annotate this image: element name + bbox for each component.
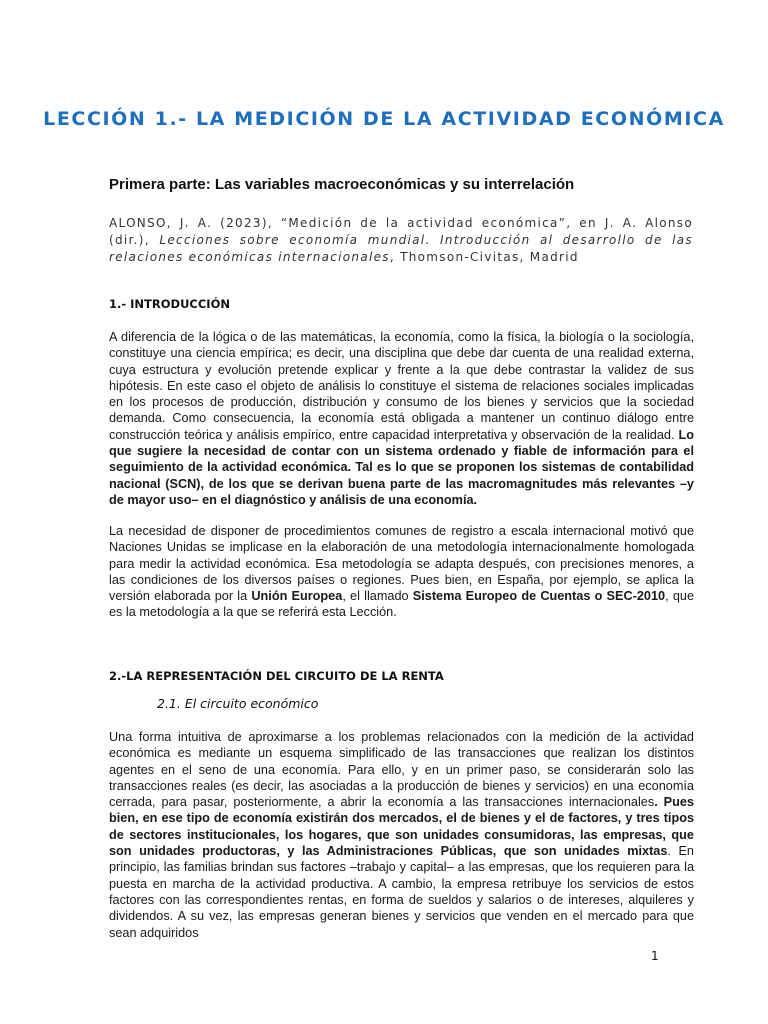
paragraph-text: Una forma intuitiva de aproximarse a los problemas relacionados con la medición de la actividad económica es mediante un esquema simplificado de las transacciones que realizan los distintos agentes en el seno de una economía. Para ello, y en un primer paso, se considerarán solo las transacciones reales (es decir, las asociadas a la producción de bienes y servicios) en una economía cerrada, para pasar, posteriormente, a abrir la economía a las transacciones internacionales <box>109 730 694 810</box>
paragraph-text: . En principio, las familias brindan sus factores –trabajo y capital– a las empresas, que los requieren para la puesta en marcha de la actividad productiva. A cambio, la empresa retribuye los servicios de estos factores con las correspondientes rentas, en forma de sueldos y salarios o de intereses, alquileres y dividendos. A su vez, las empresas generan bienes y servicios que venden en el mercado para que sean adquiridos <box>109 844 694 940</box>
page-number: 1 <box>651 949 659 963</box>
section-2-heading: 2.-LA REPRESENTACIÓN DEL CIRCUITO DE LA RENTA <box>109 669 444 683</box>
part-subtitle: Primera parte: Las variables macroeconómicas y su interrelación <box>109 176 575 193</box>
paragraph-bold-text: Unión Europea <box>251 589 343 604</box>
paragraph-text: , que es la metodología a la que se referirá esta Lección. <box>109 589 695 620</box>
section-2-paragraph-1 <box>109 729 694 941</box>
paragraph-bold-text: Sistema Europeo de Cuentas o SEC-2010 <box>412 589 666 604</box>
section-1-paragraph-1 <box>109 329 694 508</box>
subsection-2-1-heading: 2.1. El circuito económico <box>157 696 319 711</box>
lesson-title: LECCIÓN 1.- LA MEDICIÓN DE LA ACTIVIDAD ECONÓMICA <box>43 108 725 130</box>
paragraph-bold-text: . Pues bien, en ese tipo de economía existirán dos mercados, el de bienes y el de factores, y tres tipos de sectores institucionales, los hogares, que son unidades consumidoras, las empresas, que son unidades productoras, y las Administraciones Públicas, que son unidades mixtas <box>109 795 695 859</box>
section-1-heading: 1.- INTRODUCCIÓN <box>109 297 230 311</box>
reference-authors: ALONSO, J. A. (2023), “Medición de la actividad económica”, en J. A. Alonso (dir.), <box>109 216 693 247</box>
reference-book-title: Lecciones sobre economía mundial. Introducción al desarrollo de las relaciones económicas internacionales <box>109 233 693 264</box>
reference-publisher: , Thomson-Civitas, Madrid <box>389 250 579 264</box>
paragraph-text: A diferencia de la lógica o de las matemáticas, la economía, como la física, la biología o la sociología, constituye una ciencia empírica; es decir, una disciplina que debe dar cuenta de una realidad externa, cuya estructura y evolución pretende explicar y frente a la que debe contrastar la validez de sus hipótesis. En este caso el objeto de análisis lo constituye el sistema de relaciones sociales implicadas en los procesos de producción, distribución y consumo de los bienes y servicios que la sociedad demanda. Como consecuencia, la economía está obligada a mantener un continuo diálogo entre construcción teórica y análisis empírico, entre capacidad interpretativa y observación de la realidad. <box>109 330 694 442</box>
paragraph-text: , el llamado <box>342 589 413 604</box>
paragraph-text: La necesidad de disponer de procedimientos comunes de registro a escala internacional motivó que Naciones Unidas se implicase en la elaboración de una metodología internacionalmente homologada para medir la actividad económica. Esa metodología se adapta después, con precisiones menores, a las condiciones de los diversos países o regiones. Pues bien, en España, por ejemplo, se aplica la versión elaborada por la <box>109 524 694 604</box>
bibliographic-reference <box>109 215 693 266</box>
section-1-paragraph-2 <box>109 523 694 621</box>
paragraph-bold-text: Lo que sugiere la necesidad de contar con un sistema ordenado y fiable de información para el seguimiento de la actividad económica. Tal es lo que se proponen los sistemas de contabilidad nacional (SCN), de los que se derivan buena parte de las macromagnitudes más relevantes –y de mayor uso– en el diagnóstico y análisis de una economía. <box>109 427 694 507</box>
